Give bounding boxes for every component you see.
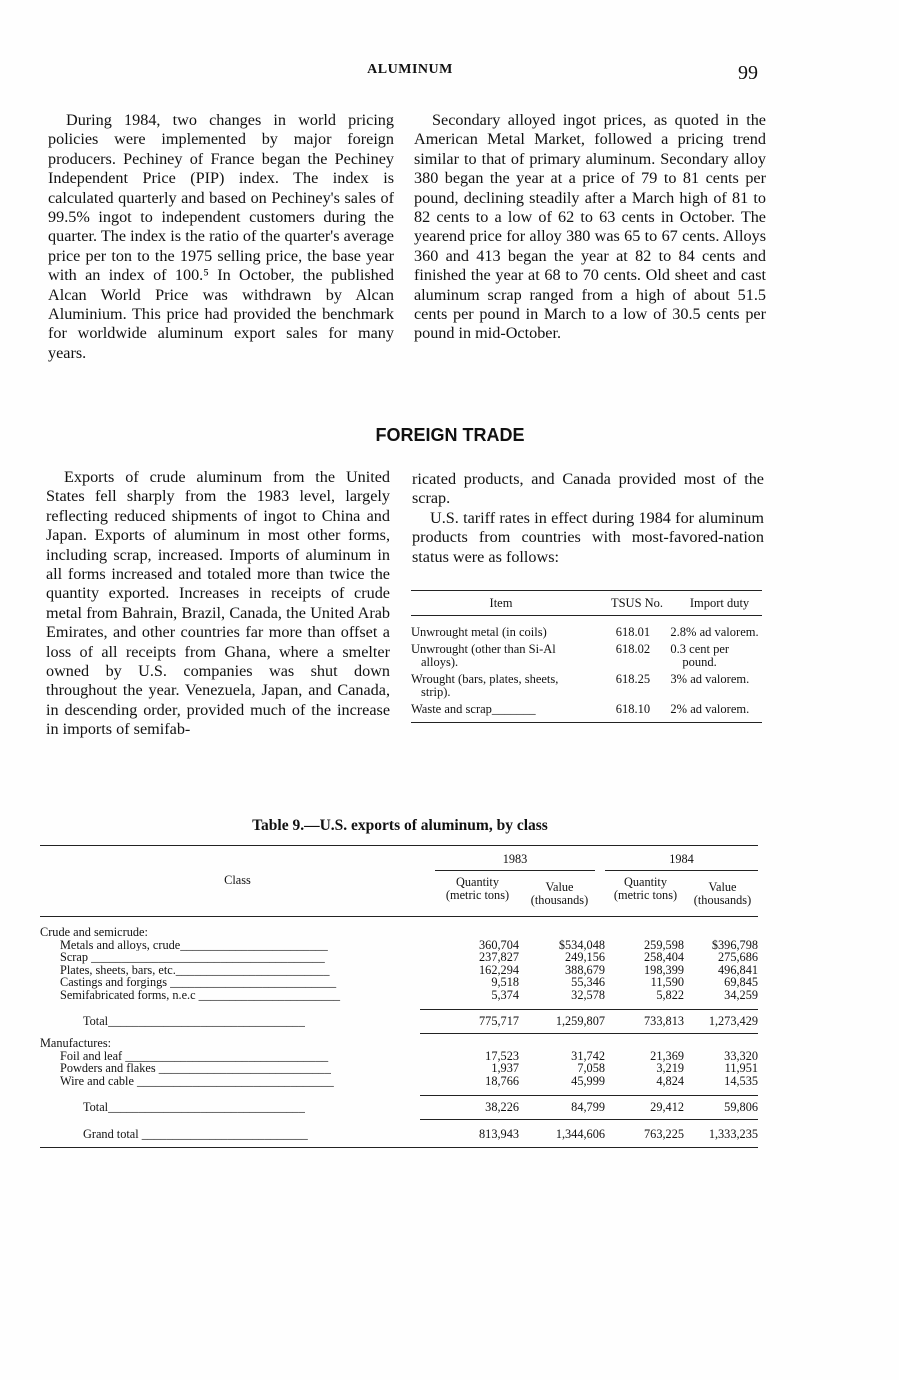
cell: 17,523 — [485, 1048, 519, 1063]
cell: 38,226 — [485, 1099, 519, 1114]
table-row — [411, 643, 762, 669]
tariff-tsus: 618.01 — [615, 625, 651, 639]
tariff-header-duty: Import duty — [689, 596, 750, 610]
tariff-duty: 0.3 cent per pound. — [670, 642, 730, 669]
cell: 1,333,235 — [708, 1127, 758, 1142]
cell: $396,798 — [711, 937, 758, 952]
tariff-header-tsus: TSUS No. — [610, 596, 664, 610]
row-label: Scrap ______________________________________ — [60, 951, 325, 964]
table9-qty-header: Quantity (metric tons) — [613, 875, 678, 902]
table9-header — [40, 846, 758, 917]
cell: 733,813 — [644, 1013, 684, 1028]
cell: 31,742 — [571, 1048, 605, 1063]
cell: 3,219 — [656, 1061, 684, 1076]
table9 — [40, 845, 758, 1148]
table-row — [40, 1128, 758, 1141]
tariff-duty: 3% ad valorem. — [670, 672, 750, 686]
tariff-tsus: 618.25 — [615, 672, 651, 686]
table9-value-header: Value (thousands) — [530, 880, 589, 907]
cell: 198,399 — [644, 962, 684, 977]
paragraph-secondary-ingot: Secondary alloyed ingot prices, as quoted in the American Metal Market, followed a pricing trend similar to that of primary aluminum. Secondary alloy 380 began the year at a price of 79 to 81 cents per pound, declining steadily after a March high of 81 to 82 cents to a low of 62 to 63 cents in October. The yearend price for alloy 380 was 65 to 67 cents. Alloys 360 and 413 began the year at 82 to 84 cents and finished the year at 68 to 70 cents. Old sheet and cast aluminum scrap ranged from a high of about 51.5 cents per pound in March to a low of 30.5 cents per pound in mid-October. — [414, 111, 766, 343]
cell: 32,578 — [571, 987, 605, 1002]
cell: 34,259 — [724, 987, 758, 1002]
cell: 1,259,807 — [555, 1013, 605, 1028]
cell: 59,806 — [724, 1099, 758, 1114]
tariff-tsus: 618.02 — [615, 642, 651, 656]
table-row — [411, 673, 762, 699]
row-label: Metals and alloys, crude________________________ — [60, 938, 328, 952]
cell: 4,824 — [656, 1073, 684, 1088]
cell: 496,841 — [718, 962, 758, 977]
cell: 388,679 — [565, 962, 605, 977]
tariff-duty: 2.8% ad valorem. — [670, 625, 759, 639]
table9-year-1983: 1983 — [502, 852, 528, 866]
table-row — [411, 626, 762, 639]
table9-crude-heading: Crude and semicrude: — [40, 926, 148, 939]
paragraph-pricing-policies: During 1984, two changes in world pricing policies were implemented by major foreign producers. Pechiney of France began the Pechiney Independent Price (PIP) index. The index is calculated quarterly and based on Pechiney's sales of 99.5% ingot to independent customers during the quarter. The index is the ratio of the quarter's average price per ton to the 1975 selling price, the base year with an index of 100.⁵ In October, the published Alcan World Price was withdrawn by Alcan Aluminium. This price had provided the benchmark for worldwide aluminum export sales for many years. — [48, 111, 394, 362]
cell: 29,412 — [650, 1099, 684, 1114]
table-row — [40, 1015, 758, 1028]
row-label: Grand total ___________________________ — [83, 1128, 308, 1141]
cell: 69,845 — [724, 975, 758, 990]
table9-group-heading — [40, 926, 758, 939]
section-heading-foreign-trade: FOREIGN TRADE — [375, 425, 525, 445]
row-label: Wire and cable ________________________________ — [60, 1074, 334, 1088]
paragraph-tariff-intro: U.S. tariff rates in effect during 1984 for aluminum products from countries with most-favored-nation status were as follows: — [412, 508, 764, 566]
table9-value-header: Value (thousands) — [693, 880, 752, 907]
table-row — [40, 1050, 758, 1063]
row-label: Powders and flakes ____________________________ — [60, 1062, 331, 1075]
cell: 1,344,606 — [555, 1127, 605, 1142]
tariff-item: Unwrought metal (in coils) — [411, 625, 547, 639]
cell: 763,225 — [644, 1127, 684, 1142]
row-label: Castings and forgings ___________________________ — [60, 976, 337, 989]
cell: 55,346 — [571, 975, 605, 990]
table-row — [40, 976, 758, 989]
table-row — [411, 703, 762, 716]
row-label: Total________________________________ — [83, 1100, 305, 1114]
cell: 33,320 — [724, 1048, 758, 1063]
tariff-item: Waste and scrap_______ — [411, 702, 536, 716]
cell: 5,822 — [656, 987, 684, 1002]
table-row — [40, 1062, 758, 1075]
row-label: Plates, sheets, bars, etc._________________________ — [60, 963, 330, 977]
cell: 813,943 — [479, 1127, 519, 1142]
tariff-table — [411, 590, 762, 723]
table-row — [40, 951, 758, 964]
table9-year-1984: 1984 — [669, 852, 694, 866]
cell: 5,374 — [491, 987, 519, 1002]
table9-title: Table 9.—U.S. exports of aluminum, by class — [252, 817, 548, 834]
cell: 1,273,429 — [708, 1013, 758, 1028]
cell: 275,686 — [718, 950, 758, 965]
running-head: ALUMINUM — [367, 62, 453, 77]
cell: 7,058 — [577, 1061, 605, 1076]
trade-left-column — [46, 468, 390, 740]
cell: 259,598 — [644, 937, 684, 952]
cell: 360,704 — [479, 937, 519, 952]
table9-manuf-heading: Manufactures: — [40, 1037, 112, 1050]
paragraph-exports: Exports of crude aluminum from the United States fell sharply from the 1983 level, largely reflecting reduced shipments of ingot to China and Japan. Exports of aluminum in most other forms, including scrap, increased. Imports of aluminum in all forms increased and totaled more than twice the quantity exported. Increases in receipts of crude metal from Bahrain, Brazil, Canada, the United Arab Emirates, and other countries far more than offset a loss of all receipts from Ghana, where a smelter owned by U.S. companies was shut down throughout the year. Venezuela, Japan, and Canada, in descending order, provided much of the increase in imports of semifab- — [46, 468, 390, 739]
page-number: 99 — [738, 62, 758, 84]
tariff-item: Unwrought (other than Si-Al alloys). — [411, 642, 556, 669]
table9-class-header: Class — [224, 873, 251, 887]
cell: 14,535 — [724, 1073, 758, 1088]
tariff-header-item: Item — [489, 596, 513, 610]
table-row — [40, 1075, 758, 1088]
cell: 18,766 — [485, 1073, 519, 1088]
trade-right-column — [412, 470, 764, 567]
table-row — [40, 1101, 758, 1114]
table9-group-heading — [40, 1037, 758, 1050]
row-label: Foil and leaf _________________________________ — [60, 1049, 329, 1063]
tariff-item: Wrought (bars, plates, sheets, strip). — [411, 672, 559, 699]
cell: 775,717 — [479, 1013, 519, 1028]
cell: 258,404 — [644, 950, 684, 965]
tariff-duty: 2% ad valorem. — [670, 702, 750, 716]
cell: 45,999 — [571, 1073, 605, 1088]
tariff-tsus: 618.10 — [615, 702, 651, 716]
cell: 11,590 — [650, 975, 684, 990]
paragraph-semifab-continued: ricated products, and Canada provided most of the scrap. — [412, 470, 764, 508]
row-label: Total________________________________ — [83, 1014, 305, 1028]
table9-qty-header: Quantity (metric tons) — [445, 875, 510, 902]
cell: 1,937 — [491, 1061, 519, 1076]
cell: 162,294 — [479, 962, 519, 977]
cell: 249,156 — [565, 950, 605, 965]
row-label: Semifabricated forms, n.e.c _______________________ — [60, 988, 341, 1002]
cell: 237,827 — [479, 950, 519, 965]
table-row — [40, 989, 758, 1002]
upper-right-column — [414, 111, 766, 344]
cell: 84,799 — [571, 1099, 605, 1114]
cell: $534,048 — [558, 937, 605, 952]
upper-left-column — [48, 111, 394, 363]
cell: 21,369 — [650, 1048, 684, 1063]
tariff-table-header — [411, 591, 762, 616]
cell: 11,951 — [724, 1061, 758, 1076]
cell: 9,518 — [491, 975, 519, 990]
